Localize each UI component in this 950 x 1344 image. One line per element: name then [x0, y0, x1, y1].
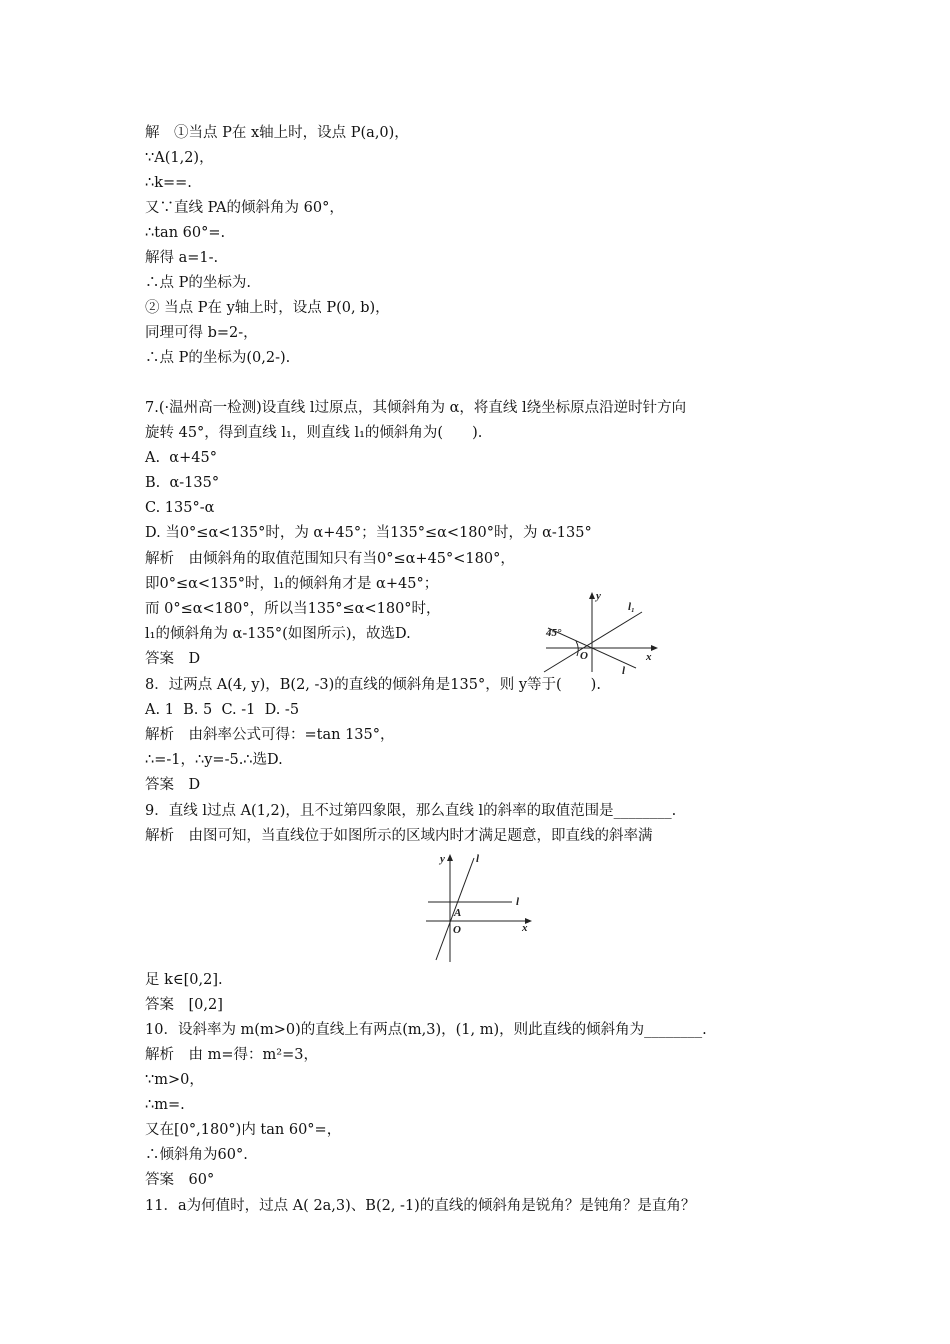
- answer-line: 答案 60°: [145, 1172, 215, 1188]
- label-l1: l₁: [628, 601, 635, 613]
- option-c: C. 135°-α: [145, 500, 215, 516]
- text-line: ∴m=.: [145, 1097, 185, 1113]
- label-A: A: [454, 907, 462, 919]
- option-b: B. α-135°: [145, 475, 220, 491]
- text-line: ∴tan 60°=.: [145, 225, 226, 241]
- text-line: ∴=-1，∴y=-5.∴选D.: [145, 752, 283, 768]
- text-line: ② 当点 P在 y轴上时，设点 P(0, b)，: [145, 300, 390, 316]
- text-line: ∴点 P的坐标为(0,2-).: [145, 350, 291, 366]
- text-line: 即0°≤α<135°时，l₁的倾斜角才是 α+45°；: [145, 576, 439, 592]
- option-a: A. α+45°: [145, 450, 217, 466]
- y-axis-arrow: [589, 592, 595, 599]
- text-line: 同理可得 b=2-，: [145, 325, 258, 341]
- text-line: 解得 a=1-.: [145, 250, 219, 266]
- text-line: ∴点 P的坐标为.: [145, 275, 251, 291]
- label-l: l: [622, 665, 626, 676]
- y-axis-arrow: [447, 854, 453, 861]
- label-angle: 45°: [546, 627, 562, 639]
- text-line: ∴倾斜角为60°.: [145, 1147, 248, 1163]
- text-line: ∵A(1,2)，: [145, 150, 214, 166]
- label-origin: O: [453, 924, 461, 936]
- text-line: 解析 由 m=得：m²=3，: [145, 1047, 318, 1063]
- text-line: 足 k∈[0,2].: [145, 972, 223, 988]
- text-line: ∵m>0，: [145, 1072, 204, 1088]
- text-line: 解 ①当点 P在 x轴上时，设点 P(a,0)，: [145, 125, 409, 141]
- text-line: l₁的倾斜角为 α-135°(如图所示)，故选D.: [145, 626, 411, 642]
- question-10: 10．设斜率为 m(m>0)的直线上有两点(m,3)，(1, m)，则此直线的倾斜角为________.: [145, 1022, 707, 1038]
- question-7: 7.(·温州高一检测)设直线 l过原点，其倾斜角为 α，将直线 l绕坐标原点沿逆时针方向: [145, 400, 687, 416]
- label-x: x: [646, 651, 652, 663]
- label-y: y: [596, 590, 601, 602]
- label-x: x: [522, 922, 528, 934]
- answer-line: 答案 D: [145, 777, 201, 793]
- text-line: 又∵直线 PA的倾斜角为 60°，: [145, 200, 344, 216]
- text-line: 解析 由图可知，当直线位于如图所示的区域内时才满足题意，即直线的斜率满: [145, 828, 653, 844]
- question-9: 9．直线 l过点 A(1,2)，且不过第四象限，那么直线 l的斜率的取值范围是________.: [145, 803, 677, 819]
- label-l-steep: l: [476, 853, 480, 865]
- label-l-flat: l: [516, 896, 520, 908]
- label-y: y: [440, 853, 445, 865]
- text-line: 又在[0°,180°)内 tan 60°=，: [145, 1122, 342, 1138]
- x-axis-arrow: [651, 645, 658, 651]
- option-d: D. 当0°≤α<135°时，为 α+45°；当135°≤α<180°时，为 α-135°: [145, 525, 592, 541]
- text-line: 而 0°≤α<180°，所以当135°≤α<180°时，: [145, 601, 441, 617]
- question-8: 8．过两点 A(4, y)，B(2, -3)的直线的倾斜角是135°，则 y等于( ).: [145, 677, 601, 693]
- text-line: ∴k==.: [145, 175, 192, 191]
- question-11: 11．a为何值时，过点 A( 2a,3)、B(2, -1)的直线的倾斜角是锐角？是钝角？是直角？: [145, 1198, 696, 1214]
- text-line: 解析 由倾斜角的取值范围知只有当0°≤α+45°<180°，: [145, 551, 515, 567]
- answer-line: 答案 D: [145, 651, 201, 667]
- line-l1: [544, 612, 642, 672]
- answer-line: 答案 [0,2]: [145, 997, 223, 1013]
- text-line: 旋转 45°，得到直线 l₁，则直线 l₁的倾斜角为( ).: [145, 425, 483, 441]
- options-line: A. 1 B. 5 C. -1 D. -5: [145, 702, 300, 718]
- figure-slope-region: [420, 848, 540, 966]
- label-origin: O: [580, 650, 588, 662]
- figure-rotated-lines: [540, 588, 670, 676]
- text-line: 解析 由斜率公式可得：=tan 135°，: [145, 727, 395, 743]
